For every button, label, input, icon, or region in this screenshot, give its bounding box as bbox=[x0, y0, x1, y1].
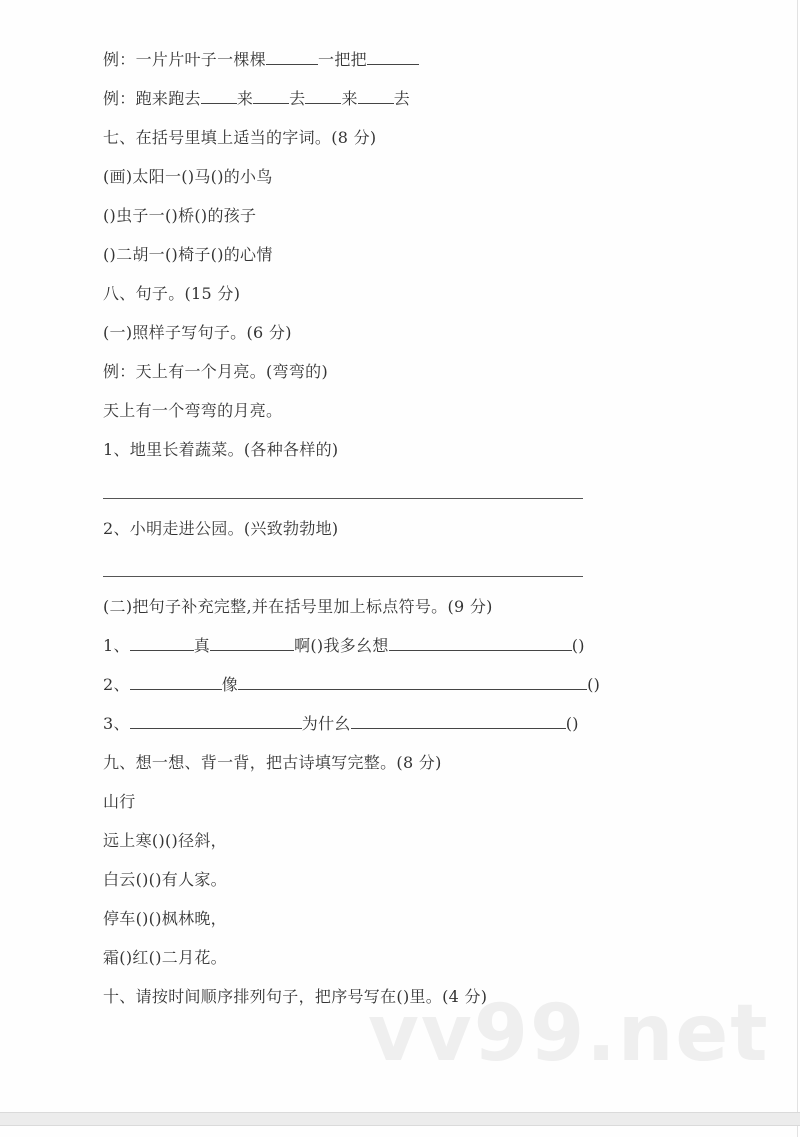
fill-blank[interactable] bbox=[266, 50, 318, 65]
poem-line-3: 停车()()枫林晚， bbox=[103, 909, 227, 928]
section-8-part-2-title: (二)把句子补充完整,并在括号里加上标点符号。(9 分) bbox=[103, 597, 493, 616]
poem-line-4: 霜()红()二月花。 bbox=[103, 948, 227, 967]
fill-blank[interactable] bbox=[358, 89, 394, 104]
watermark: vv99.net bbox=[368, 989, 770, 1079]
section-8-part-2-item-3 bbox=[103, 714, 579, 734]
example-text: 来 bbox=[341, 89, 358, 108]
item-text: 真 bbox=[193, 636, 211, 655]
poem-line-2: 白云()()有人家。 bbox=[103, 870, 227, 889]
section-9-title: 九、想一想、背一背，把古诗填写完整。(8 分) bbox=[103, 753, 442, 772]
answer-line-1[interactable] bbox=[103, 498, 583, 499]
fill-blank[interactable] bbox=[253, 89, 289, 104]
example-line-1 bbox=[103, 50, 419, 70]
fill-blank[interactable] bbox=[130, 714, 302, 729]
fill-blank[interactable] bbox=[238, 675, 587, 690]
example-text: 去 bbox=[393, 89, 411, 108]
section-8-example-answer: 天上有一个弯弯的月亮。 bbox=[103, 401, 283, 420]
fill-blank[interactable] bbox=[210, 636, 294, 651]
item-text: 啊()我多幺想 bbox=[294, 636, 389, 655]
example-text: 例：跑来跑去 bbox=[103, 89, 201, 108]
fill-blank[interactable] bbox=[351, 714, 566, 729]
section-10-title: 十、请按时间顺序排列句子，把序号写在()里。(4 分) bbox=[103, 987, 488, 1006]
example-text: 例：一片片叶子一棵棵 bbox=[103, 50, 267, 69]
item-text: 像 bbox=[221, 675, 239, 694]
fill-blank[interactable] bbox=[130, 675, 222, 690]
example-text: 来 bbox=[236, 89, 254, 108]
fill-blank[interactable] bbox=[305, 89, 341, 104]
fill-blank[interactable] bbox=[389, 636, 572, 651]
item-number: 3、 bbox=[103, 714, 130, 733]
section-8-part-1-title: (一)照样子写句子。(6 分) bbox=[103, 323, 292, 342]
next-page bbox=[0, 1126, 798, 1137]
item-text: 为什幺 bbox=[301, 714, 351, 733]
section-7-item-1: (画)太阳一()马()的小鸟 bbox=[103, 167, 273, 186]
example-text: 一把把 bbox=[318, 50, 367, 69]
answer-line-2[interactable] bbox=[103, 576, 583, 577]
item-number: 1、 bbox=[103, 636, 130, 655]
fill-blank[interactable] bbox=[130, 636, 194, 651]
fill-blank[interactable] bbox=[367, 50, 419, 65]
section-8-item-1: 1、地里长着蔬菜。(各种各样的) bbox=[103, 440, 339, 459]
section-8-example: 例：天上有一个月亮。(弯弯的) bbox=[103, 362, 328, 381]
section-7-title: 七、在括号里填上适当的字词。(8 分) bbox=[103, 128, 377, 147]
example-text: 去 bbox=[289, 89, 306, 108]
punctuation-bracket: () bbox=[571, 636, 585, 655]
section-8-part-2-item-2 bbox=[103, 675, 600, 695]
poem-title: 山行 bbox=[103, 792, 136, 811]
poem-line-1: 远上寒()()径斜， bbox=[103, 831, 227, 850]
punctuation-bracket: () bbox=[587, 675, 601, 694]
page-separator bbox=[0, 1112, 800, 1126]
fill-blank[interactable] bbox=[201, 89, 237, 104]
section-7-item-2: ()虫子一()桥()的孩子 bbox=[103, 206, 257, 225]
section-8-title: 八、句子。(15 分) bbox=[103, 284, 241, 303]
example-line-2 bbox=[103, 89, 410, 109]
section-8-item-2: 2、小明走进公园。(兴致勃勃地) bbox=[103, 519, 339, 538]
section-7-item-3: ()二胡一()椅子()的心情 bbox=[103, 245, 273, 264]
section-8-part-2-item-1 bbox=[103, 636, 585, 656]
item-number: 2、 bbox=[103, 675, 130, 694]
punctuation-bracket: () bbox=[565, 714, 579, 733]
